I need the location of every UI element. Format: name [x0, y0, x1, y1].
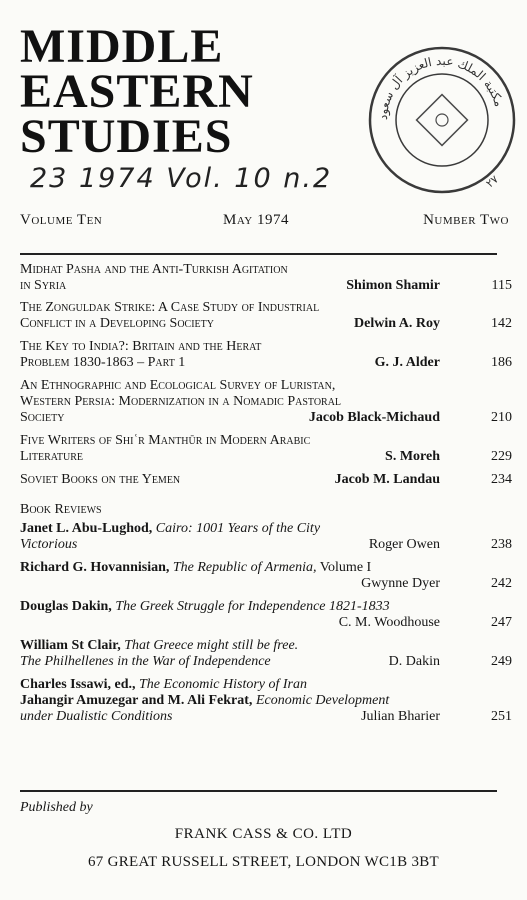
review-page: 249: [491, 654, 512, 669]
article-title-line: Midhat Pasha and the Anti-Turkish Agitation: [20, 262, 288, 277]
article-page: 210: [491, 410, 512, 425]
article-title-line: Five Writers of Shiʿr Manthūr in Modern Arabic: [20, 433, 311, 448]
review-entry: [20, 560, 512, 592]
article-entry: [20, 262, 512, 294]
issue-date: May 1974: [223, 212, 289, 228]
masthead-line-2: EASTERN: [20, 65, 254, 118]
article-entry: [20, 472, 512, 488]
reviewer-name: Gwynne Dyer: [361, 576, 440, 591]
review-book-author: Charles Issawi, ed.,: [20, 677, 136, 692]
article-entry: [20, 378, 512, 426]
table-of-contents: [20, 262, 512, 725]
stamp-ring-text: مكتبة الملك عبد العزيز آل سعود: [375, 53, 507, 121]
review-book-author: Douglas Dakin,: [20, 599, 112, 614]
review-entry: [20, 677, 512, 725]
article-author: Shimon Shamir: [346, 278, 440, 293]
journal-masthead: [20, 20, 254, 163]
article-page: 142: [491, 316, 512, 331]
article-title-line: The Key to India?: Britain and the Herat: [20, 339, 262, 354]
article-title-line: Society: [20, 410, 65, 425]
review-book-author: Janet L. Abu-Lughod,: [20, 521, 153, 536]
review-volume: Volume I: [319, 560, 372, 575]
article-title-line: Soviet Books on the Yemen: [20, 472, 181, 487]
reviewer-name: Roger Owen: [368, 537, 440, 552]
stamp-corner-text: ٢٧: [483, 172, 501, 191]
review-book-title: Cairo: 1001 Years of the City: [155, 521, 321, 536]
article-entry: [20, 300, 512, 332]
reviewer-name: Julian Bharier: [361, 709, 440, 724]
issue-number: Number Two: [423, 212, 509, 228]
masthead-line-1: MIDDLE: [20, 20, 224, 73]
review-page: 251: [491, 709, 512, 724]
review-page: 238: [491, 537, 512, 552]
article-entry: [20, 339, 512, 371]
review-entry: [20, 638, 512, 670]
article-title-line: An Ethnographic and Ecological Survey of Luristan,: [20, 378, 336, 393]
review-entry: [20, 521, 512, 553]
review-book-title: The Republic of Armenia,: [172, 560, 317, 575]
volume-label: Volume Ten: [20, 212, 103, 228]
reviewer-name: C. M. Woodhouse: [338, 615, 440, 630]
issue-line: [20, 212, 509, 234]
publisher-address: 67 GREAT RUSSELL STREET, LONDON WC1B 3BT: [87, 854, 440, 870]
article-page: 234: [491, 472, 512, 487]
review-book-title-cont: Victorious: [20, 537, 78, 552]
article-author: S. Moreh: [385, 449, 440, 464]
review-book-author: William St Clair,: [20, 638, 121, 653]
article-page: 229: [491, 449, 512, 464]
published-by-label: Published by: [20, 800, 93, 815]
bottom-divider: [20, 790, 497, 792]
publisher-name: FRANK CASS & CO. LTD: [174, 826, 353, 842]
review-book-author: Jahangir Amuzegar and M. Ali Fekrat,: [20, 693, 253, 708]
article-author: Delwin A. Roy: [354, 316, 440, 331]
article-author: Jacob M. Landau: [334, 472, 440, 487]
article-title-line: Literature: [20, 449, 83, 464]
review-book-title-cont: under Dualistic Conditions: [20, 709, 173, 724]
reviewer-name: D. Dakin: [388, 654, 440, 669]
article-entry: [20, 433, 512, 465]
book-reviews-heading: Book Reviews: [20, 502, 102, 517]
article-author: G. J. Alder: [374, 355, 440, 370]
review-book-title-cont: The Philhellenes in the War of Independence: [20, 654, 271, 669]
article-page: 115: [491, 278, 512, 293]
article-title-line: Problem 1830-1863 – Part 1: [20, 355, 186, 370]
article-author: Jacob Black-Michaud: [308, 410, 440, 425]
review-entry: [20, 599, 512, 631]
library-stamp-icon: [362, 40, 522, 200]
review-book-title: Economic Development: [255, 693, 390, 708]
review-book-title: The Greek Struggle for Independence 1821-1833: [115, 599, 390, 614]
publisher-block: [20, 800, 507, 871]
article-title-line: Western Persia: Modernization in a Nomadic Pastoral: [20, 394, 342, 409]
article-title-line: The Zonguldak Strike: A Case Study of Industrial: [20, 300, 320, 315]
review-book-title: That Greece might still be free.: [124, 638, 299, 653]
review-page: 247: [491, 615, 512, 630]
article-title-line: in Syria: [20, 278, 67, 293]
review-page: 242: [491, 576, 512, 591]
article-page: 186: [491, 355, 512, 370]
article-title-line: Conflict in a Developing Society: [20, 316, 214, 331]
top-divider: [20, 253, 497, 255]
masthead-line-3: STUDIES: [20, 110, 233, 163]
review-book-author: Richard G. Hovannisian,: [20, 560, 170, 575]
review-book-title: The Economic History of Iran: [139, 677, 307, 692]
handwritten-annotation: 23 1974 Vol. 10 n.2: [30, 163, 333, 194]
